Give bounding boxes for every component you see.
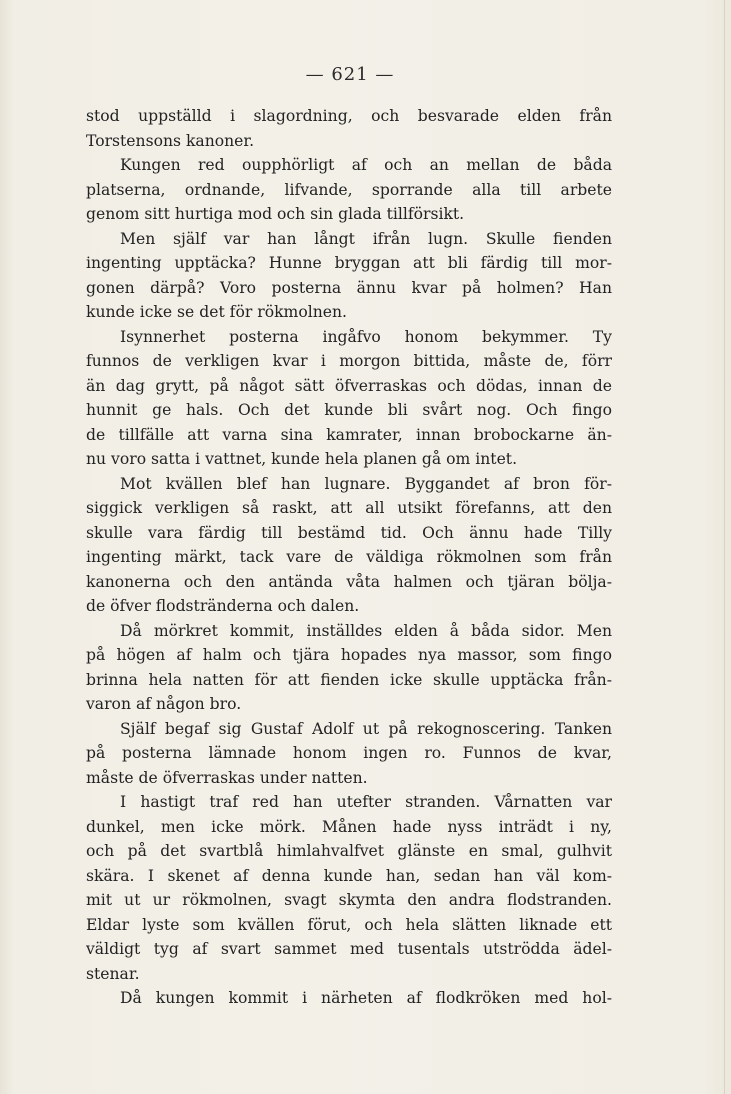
text-line: Kungen red oupphörligt af och an mellan de båda	[120, 156, 612, 174]
text-line: funnos de verkligen kvar i morgon bittida, måste de, förr	[86, 352, 612, 370]
text-line: Men själf var han långt ifrån lugn. Skulle fienden	[120, 229, 612, 248]
page-number: — 621 —	[305, 64, 395, 85]
text-line: skära. I skenet af denna kunde han, sedan han väl kom-	[86, 866, 612, 885]
text-line: gonen därpå? Voro posterna ännu kvar på holmen? Han	[86, 278, 612, 297]
text-line: I hastigt traf red han utefter stranden. Vårnatten var	[120, 793, 612, 811]
text-line: siggick verkligen så raskt, att all utsikt förefanns, att den	[86, 499, 612, 517]
text-line: genom sitt hurtiga mod och sin glada tillförsikt.	[86, 205, 465, 223]
text-line: och på det svartblå himlahvalfvet glänste en smal, gulhvit	[86, 842, 612, 860]
text-line: stod uppställd i slagordning, och besvarade elden från	[86, 107, 612, 125]
text-line: Själf begaf sig Gustaf Adolf ut på rekognoscering. Tanken	[120, 719, 612, 738]
text-line: platserna, ordnande, lifvande, sporrande alla till arbete	[86, 180, 612, 199]
text-line: ingenting upptäcka? Hunne bryggan att bli färdig till mor-	[86, 254, 612, 272]
text-line: skulle vara färdig till bestämd tid. Och ännu hade Tilly	[86, 523, 612, 542]
text-line: Torstensons kanoner.	[86, 131, 255, 150]
text-line: de tillfälle att varna sina kamrater, innan brobockarne än-	[86, 425, 612, 444]
text-line: hunnit ge hals. Och det kunde bli svårt nog. Och fingo	[86, 401, 612, 419]
text-line: nu voro satta i vattnet, kunde hela planen gå om intet.	[86, 450, 518, 468]
text-line: måste de öfverraskas under natten.	[86, 768, 368, 787]
text-line: på posterna lämnade honom ingen ro. Funnos de kvar,	[86, 744, 612, 762]
page-edge	[724, 0, 725, 1094]
text-line: ingenting märkt, tack vare de väldiga rökmolnen som från	[86, 548, 612, 566]
text-line: kanonerna och den antända våta halmen och tjäran bölja-	[86, 572, 612, 591]
text-line: varon af någon bro.	[86, 695, 242, 713]
text-line: Mot kvällen blef han lugnare. Byggandet af bron för-	[120, 474, 612, 493]
text-line: kunde icke se det för rökmolnen.	[86, 303, 347, 321]
text-line: Då kungen kommit i närheten af flodkröken med hol-	[120, 989, 612, 1007]
text-line: mit ut ur rökmolnen, svagt skymta den andra flodstranden.	[86, 891, 612, 909]
text-line: Eldar lyste som kvällen förut, och hela slätten liknade ett	[86, 915, 612, 934]
body-text	[86, 104, 612, 1011]
text-line: väldigt tyg af svart sammet med tusentals utströdda ädel-	[86, 940, 612, 958]
text-line: de öfver flodstränderna och dalen.	[86, 597, 360, 615]
text-line: brinna hela natten för att fienden icke skulle upptäcka från-	[86, 670, 612, 689]
text-line: än dag grytt, på något sätt öfverraskas och dödas, innan de	[86, 376, 612, 395]
text-line: dunkel, men icke mörk. Månen hade nyss inträdt i ny,	[86, 817, 612, 836]
text-line: stenar.	[86, 964, 140, 983]
text-line: på högen af halm och tjära hopades nya massor, som fingo	[86, 646, 612, 664]
text-line: Då mörkret kommit, inställdes elden å båda sidor. Men	[120, 621, 612, 640]
text-line: Isynnerhet posterna ingåfvo honom bekymmer. Ty	[120, 327, 612, 346]
